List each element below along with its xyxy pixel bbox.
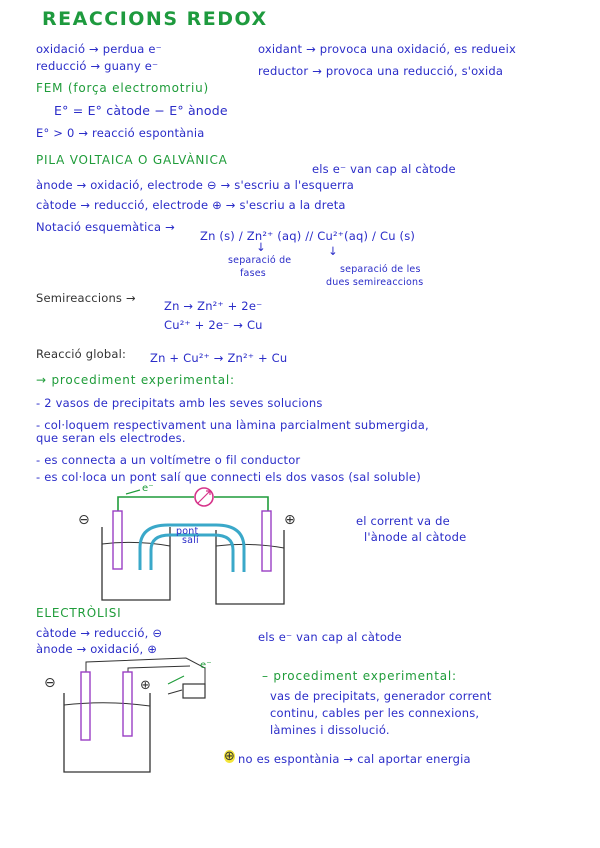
- electrolysis-minus-symbol: ⊖: [44, 675, 56, 691]
- proc-item-2: - col·loquem respectivament una làmina parcialment submergida,: [36, 418, 429, 432]
- reductor-def: reductor → provoca una reducció, s'oxida: [258, 64, 504, 78]
- electrolisi-proc-heading: – procediment experimental:: [262, 669, 457, 683]
- electrolysis-electron-label: e⁻: [200, 660, 212, 671]
- electrolisi-proc-3: làmines i dissolució.: [270, 723, 390, 737]
- sep-semis-1: separació de les: [340, 264, 421, 275]
- sep-phases-2: fases: [240, 268, 266, 279]
- proc-item-5: - es col·loca un pont salí que connecti els dos vasos (sal soluble): [36, 470, 421, 484]
- bridge-label-2: salí: [182, 535, 199, 546]
- notation-arrow-1: ↓: [256, 240, 266, 254]
- semi-label: Semireaccions →: [36, 291, 136, 305]
- notation-arrow-2: ↓: [328, 244, 338, 258]
- pila-electron-note: els e⁻ van cap al càtode: [312, 162, 456, 176]
- proc-item-1: - 2 vasos de precipitats amb les seves solucions: [36, 396, 323, 410]
- notation-label: Notació esquemàtica →: [36, 220, 175, 234]
- pila-minus-symbol: ⊖: [78, 512, 90, 528]
- fem-spontaneous: E° > 0 → reacció espontània: [36, 126, 205, 140]
- electrolisi-proc-1: vas de precipitats, generador corrent: [270, 689, 492, 703]
- electrolisi-anode: ànode → oxidació, ⊕: [36, 642, 158, 656]
- fem-heading: FEM (força electromotriu): [36, 81, 210, 95]
- sep-semis-2: dues semireaccions: [326, 277, 424, 288]
- oxidation-def: oxidació → perdua e⁻: [36, 42, 162, 56]
- global-equation: Zn + Cu²⁺ → Zn²⁺ + Cu: [150, 351, 288, 365]
- pila-plus-symbol: ⊕: [284, 512, 296, 528]
- reduction-def: reducció → guany e⁻: [36, 59, 159, 73]
- oxidant-def: oxidant → provoca una oxidació, es redueix: [258, 42, 516, 56]
- proc-item-3: que seran els electrodes.: [36, 431, 186, 445]
- page-title: REACCIONS REDOX: [42, 8, 268, 30]
- electrolisi-heading: ELECTRÒLISI: [36, 606, 122, 620]
- highlight-plus-symbol: ⊕: [224, 749, 236, 764]
- electrolisi-note: no es espontània → cal aportar energia: [238, 752, 471, 766]
- sep-phases-1: separació de: [228, 255, 292, 266]
- semireaction-1: Zn → Zn²⁺ + 2e⁻: [164, 299, 263, 313]
- electrolysis-plus-symbol: ⊕: [140, 678, 152, 693]
- global-label: Reacció global:: [36, 347, 127, 361]
- fem-formula: E° = E° càtode − E° ànode: [54, 103, 228, 118]
- semireaction-2: Cu²⁺ + 2e⁻ → Cu: [164, 318, 263, 332]
- pila-cathode: càtode → reducció, electrode ⊕ → s'escriu a la dreta: [36, 198, 346, 212]
- bridge-label-1: pont: [176, 526, 199, 537]
- electrolisi-cathode: càtode → reducció, ⊖: [36, 626, 163, 640]
- notation-formula: Zn (s) / Zn²⁺ (aq) // Cu²⁺(aq) / Cu (s): [200, 229, 416, 243]
- proc-heading: → procediment experimental:: [36, 373, 235, 387]
- proc-item-4: - es connecta a un voltímetre o fil conductor: [36, 453, 301, 467]
- electrolisi-electron-note: els e⁻ van cap al càtode: [258, 630, 402, 644]
- pila-anode: ànode → oxidació, electrode ⊖ → s'escriu a l'esquerra: [36, 178, 354, 192]
- current-note-1: el corrent va de: [356, 514, 450, 528]
- pila-electron-label: e⁻: [142, 483, 154, 494]
- electrolisi-proc-2: continu, cables per les connexions,: [270, 706, 480, 720]
- current-note-2: l'ànode al càtode: [364, 530, 467, 544]
- pila-heading: PILA VOLTAICA O GALVÀNICA: [36, 153, 228, 167]
